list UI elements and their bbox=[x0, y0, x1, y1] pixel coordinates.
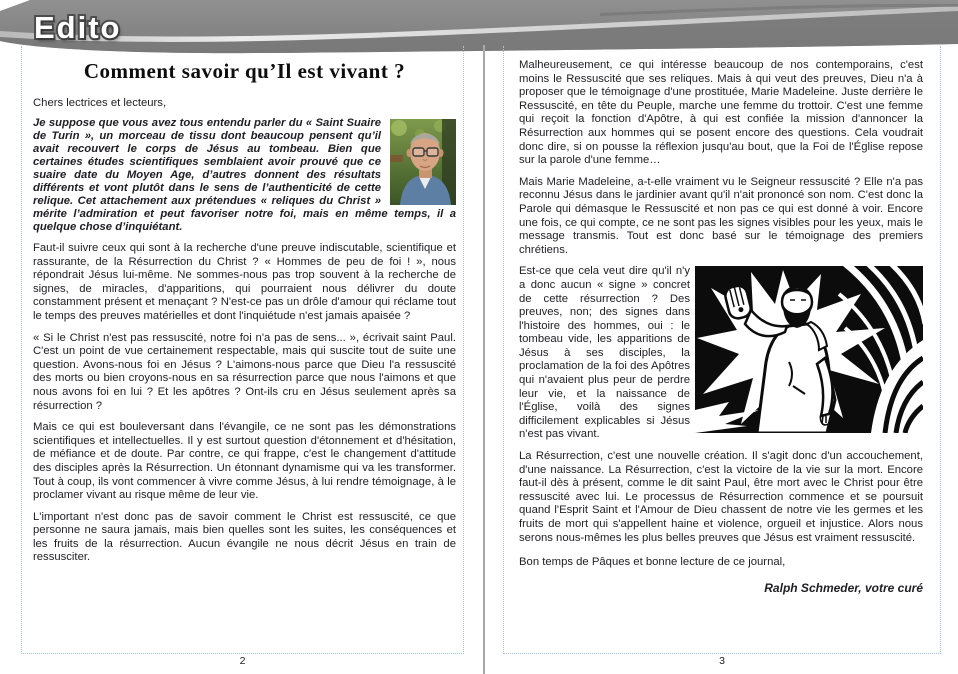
article-title: Comment savoir qu’Il est vivant ? bbox=[83, 59, 406, 83]
wrapped-paragraph bbox=[519, 265, 923, 442]
salutation: Chers lectrices et lecteurs, bbox=[33, 97, 167, 109]
left-page bbox=[21, 46, 464, 654]
intro-paragraph bbox=[33, 117, 456, 234]
page-number-right: 3 bbox=[719, 655, 725, 667]
body-paragraph: Faut-il suivre ceux qui sont à la recherche d'une preuve indiscutable, scientifique et rassurante, de la Résurrection du Christ ? « Hommes de peu de foi ! », nous répondrait Jésus lui-même. Ne sommes-nous pas trop souvent à la recherche de signes, de miracles, d'apparitions, qui pourraient nous délivrer du doute constamment présent et menaçant ? N'est-ce pas un drôle d'amour qui réclame tout le temps des preuves matérielles et dont l'inquiétude n'est jamais apaisée ? bbox=[33, 242, 456, 322]
signature: Ralph Schmeder, votre curé bbox=[764, 581, 923, 596]
risen-jesus-illustration bbox=[695, 266, 923, 433]
editor-portrait-photo bbox=[390, 119, 456, 205]
intro-paragraph-text: Je suppose que vous avez tous entendu parler du « Saint Suaire de Turin », un morceau de tissu dont beaucoup pensent qu’il avait recouvert le corps de Jésus au tombeau. Bien que certaines études scientifiques semblaient avoir prouvé que ce suaire date du Moyen Age, d’autres donnent des résultats différents et vont plutôt dans le sens de l’authenticité de cette relique. Cet attachement aux prétendues « reliques du Christ » mérite l’admiration et peut favoriser notre foi, mais en même temps, il a quelque chose d’inquiétant. bbox=[33, 117, 456, 233]
page-number-left: 2 bbox=[239, 655, 246, 667]
body-paragraph: L'important n'est donc pas de savoir comment le Christ est ressuscité, ce que personne ne saura jamais, mais bien quelles sont les suites, les conséquences et les fruits de la résurrection. Aucun évangile ne nous décrit Jésus en train de ressusciter. bbox=[33, 510, 456, 564]
edito-heading: Edito bbox=[34, 10, 122, 45]
body-paragraph: Malheureusement, ce qui intéresse beaucoup de nos contemporains, c'est moins le Ressuscité que ses reliques. Mais à qui veut des preuves, Dieu n'a à proposer que le témoignage d'une prostituée, Marie Madeleine. Juste derrière le Ressuscité, en tête du Peuple, marche une femme du trottoir. C'est une femme qui reçoit la fonction d'Apôtre, à qui est confiée la mission d'annoncer la Résurrection aux hommes qui se posent encore des questions. Cela voudrait donc dire, si on pousse la réflexion jusqu'au bout, que la Foi de l'Église repose sur la parole d'une femme… bbox=[519, 59, 923, 167]
wrapped-paragraph-text: Est-ce que cela veut dire qu'il n'y a donc aucun « signe » concret de cette résurrection ? Des preuves, non; des signes dans l'histoire des hommes, oui : le tombeau vide, les apparitions de Jésus à ses disciples, la proclamation de la foi des Apôtres qui n'avaient plus peur de perdre leur vie, et la naissance de l'Église, voilà des signes difficilement explicables si Jésus n'est pas vivant. bbox=[519, 265, 690, 441]
pages-divider bbox=[483, 45, 485, 674]
body-paragraph: La Résurrection, c'est une nouvelle création. Il s'agit donc d'un accouchement, d'une naissance. La Résurrection, c'est la victoire de la vie sur la mort. Encore faut-il dès à présent, comme le dit saint Paul, être mort avec le Christ pour être ressuscité avec lui. Le processus de Résurrection commence et se poursuit quand l'Esprit Saint et l'Amour de Dieu chassent de notre vie les germes et les fruits de mort qui s'appellent haine et violence, orgueil et injustice. Alors nous serons nous-mêmes les plus belles preuves que Jésus est vraiment ressuscité. bbox=[519, 450, 923, 544]
body-paragraph: Mais ce qui est bouleversant dans l'évangile, ce ne sont pas les démonstrations scientifiques et intellectuelles. Il y est surtout question d'étonnement et d'hésitation, de méfiance et de doute. Par contre, ce qui frappe, c'est le changement d'attitude des disciples après la Résurrection. Un étonnant dynamisme qui va les transformer. Tout à coup, ils vont commencer à vivre comme Jésus, à lui rendre témoignage, à le proclamer vivant au risque même de leur vie. bbox=[33, 421, 456, 502]
body-paragraph: « Si le Christ n'est pas ressuscité, notre foi n'a pas de sens... », écrivait saint Paul. C'est un point de vue certainement respectable, mais qui suscite tout de suite une question. Avons-nous foi en Jésus ? L'aimons-nous parce que Dieu l'a ressuscité des morts ou bien croyons-nous en sa résurrection parce que nous l'aimons et que nous avons foi en lui ? Et les apôtres ? Ont-ils cru en Jésus seulement après sa résurrection ? bbox=[33, 331, 456, 412]
right-page bbox=[503, 46, 941, 654]
closing-line: Bon temps de Pâques et bonne lecture de ce journal, bbox=[519, 556, 786, 569]
body-paragraph: Mais Marie Madeleine, a-t-elle vraiment vu le Seigneur ressuscité ? Elle n'a pas reconnu Jésus dans le jardinier avant qu'il n'ait prononcé son nom. C'est donc la Parole qui démasque le Ressuscité et non pas ce qui est donné à voir. Encore une fois, ce qui compte, ce ne sont pas les signes visibles pour les yeux, mais le message transmis. Tout est donc basé sur le témoignage des premiers chrétiens. bbox=[519, 175, 923, 256]
